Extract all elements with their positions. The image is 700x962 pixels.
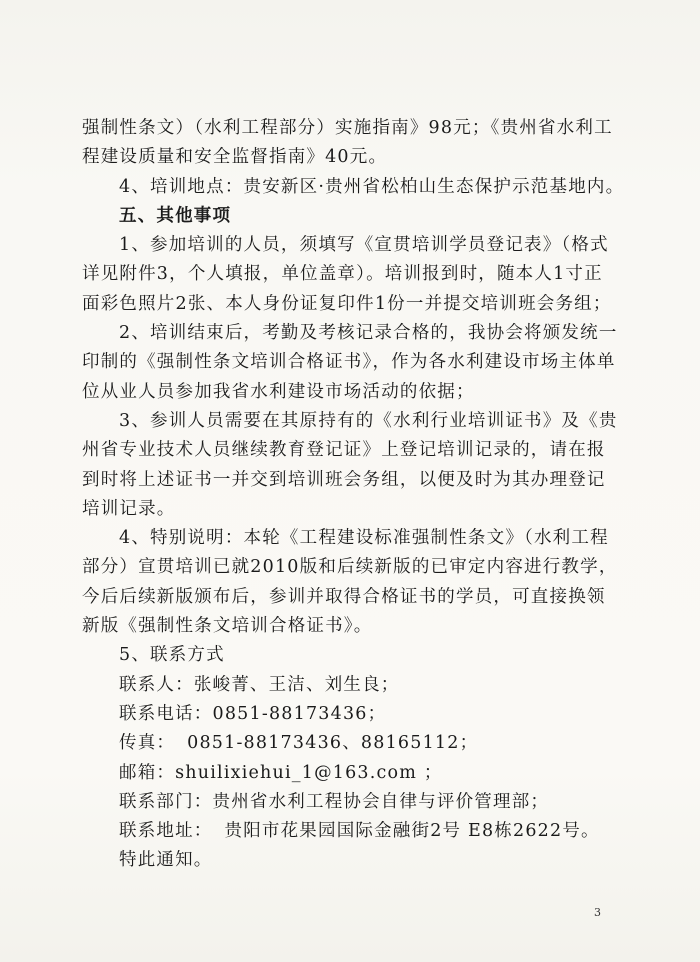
- paragraph-item-2: [82, 319, 622, 407]
- text-line: 新版《强制性条文培训合格证书》。: [82, 616, 373, 637]
- contact-email: [82, 759, 622, 788]
- text-line: 1、参加培训的人员，须填写《宣贯培训学员登记表》（格式: [119, 235, 609, 256]
- text-line: 州省专业技术人员继续教育登记证》上登记培训记录的，请在报: [82, 440, 606, 461]
- contact-phone: [82, 700, 622, 729]
- text-line: 面彩色照片2张、本人身份证复印件1份一并提交培训班会务组；: [82, 293, 612, 314]
- paragraph-contact-heading: [82, 641, 622, 670]
- contact-department-label: 联系部门：: [119, 791, 213, 812]
- section-heading: [82, 202, 622, 231]
- contact-phone-label: 联系电话：: [119, 703, 213, 724]
- paragraph-item-4: [82, 524, 622, 641]
- text-line: 4、培训地点：贵安新区·贵州省松柏山生态保护示范基地内。: [119, 176, 625, 197]
- closing-line: [82, 846, 622, 875]
- contact-fax: [82, 729, 622, 758]
- text-line: 培训记录。: [82, 498, 176, 519]
- contact-email-value: shuilixiehui_1@163.com ；: [175, 762, 443, 783]
- contact-address-value: 贵阳市花果园国际金融街2号 E8栋2622号。: [224, 821, 600, 842]
- contact-address: [82, 817, 622, 846]
- text-line: 强制性条文）（水利工程部分）实施指南》98元；《贵州省水利工: [82, 118, 613, 138]
- contact-department: [82, 788, 622, 817]
- document-body: [82, 114, 625, 876]
- contact-phone-value: 0851-88173436；: [212, 703, 387, 724]
- text-line: 到时将上述证书一并交到培训班会务组，以便及时为其办理登记: [82, 469, 606, 490]
- text-line: 部分）宣贯培训已就2010版和后续新版的已审定内容进行教学，: [82, 557, 618, 578]
- paragraph-books: [82, 114, 622, 173]
- contact-person-value: 张峻菁、王洁、刘生良；: [193, 674, 400, 695]
- heading-text: 五、其他事项: [119, 205, 232, 226]
- text-line: 5、联系方式: [119, 645, 225, 666]
- text-line: 2、培训结束后，考勤及考核记录合格的，我协会将颁发统一: [119, 323, 618, 344]
- text-line: 3、参训人员需要在其原持有的《水利行业培训证书》及《贵: [119, 410, 618, 431]
- text-line: 今后后续新版颁布后，参训并取得合格证书的学员，可直接换领: [82, 586, 606, 607]
- text-line: 4、特别说明：本轮《工程建设标准强制性条文》（水利工程: [119, 528, 609, 549]
- text-line: 程建设质量和安全监督指南》40元。: [82, 147, 388, 168]
- paragraph-item-3: [82, 407, 622, 524]
- contact-fax-label: 传真：: [119, 733, 176, 754]
- contact-email-label: 邮箱：: [119, 762, 176, 783]
- contact-address-label: 联系地址：: [119, 821, 213, 842]
- text-line: 详见附件3，个人填报，单位盖章）。培训报到时，随本人1寸正: [82, 264, 603, 285]
- text-line: 位从业人员参加我省水利建设市场活动的依据；: [82, 381, 475, 402]
- contact-department-value: 贵州省水利工程协会自律与评价管理部；: [212, 791, 550, 812]
- closing-text: 特此通知。: [119, 850, 213, 871]
- contact-person: [82, 671, 622, 700]
- paragraph-item-1: [82, 231, 622, 319]
- page-number: 3: [594, 906, 601, 919]
- text-line: 印制的《强制性条文培训合格证书》，作为各水利建设市场主体单: [82, 352, 616, 373]
- paragraph-location: [82, 173, 625, 202]
- contact-person-label: 联系人：: [119, 674, 194, 695]
- contact-fax-value: 0851-88173436、88165112；: [187, 733, 479, 754]
